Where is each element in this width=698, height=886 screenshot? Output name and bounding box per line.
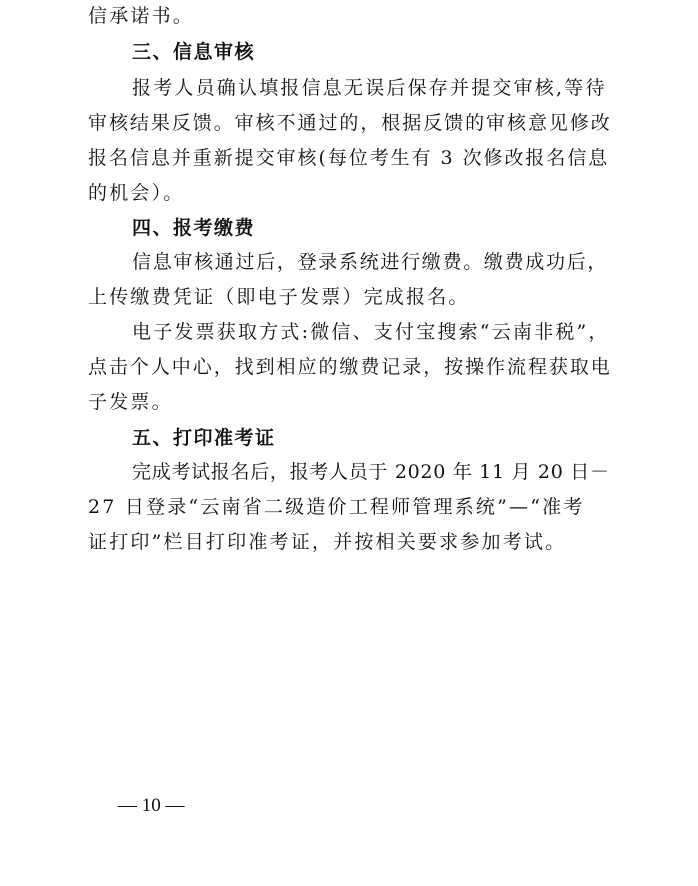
- text-line: 完成考试报名后，报考人员于 2020 年 11 月 20 日－: [132, 461, 610, 483]
- text-line: 证打印”栏目打印准考证，并按相关要求参加考试。: [88, 531, 567, 553]
- text-line: 的机会）。: [88, 182, 185, 204]
- text-line: 点击个人中心，找到相应的缴费记录，按操作流程获取电: [88, 356, 612, 378]
- text-line: 27 日登录“云南省二级造价工程师管理系统”—“准考: [88, 496, 585, 518]
- page-number: — 10 —: [118, 795, 185, 816]
- section-heading-payment: 四、报考缴费: [132, 217, 256, 239]
- text-line: 上传缴费凭证（即电子发票）完成报名。: [88, 286, 470, 308]
- section-heading-review: 三、信息审核: [132, 41, 256, 63]
- text-line: 电子发票获取方式:微信、支付宝搜索“云南非税”，: [132, 321, 610, 343]
- text-line: 信承诺书。: [88, 5, 195, 27]
- section-heading-print: 五、打印准考证: [132, 427, 276, 449]
- text-line: 信息审核通过后，登录系统进行缴费。缴费成功后，: [132, 251, 609, 273]
- text-line: 报考人员确认填报信息无误后保存并提交审核,等待: [132, 77, 607, 99]
- text-line: 子发票。: [88, 391, 173, 413]
- text-line: 审核结果反馈。审核不通过的，根据反馈的审核意见修改: [88, 112, 612, 134]
- text-line: 报名信息并重新提交审核(每位考生有 3 次修改报名信息: [88, 147, 610, 169]
